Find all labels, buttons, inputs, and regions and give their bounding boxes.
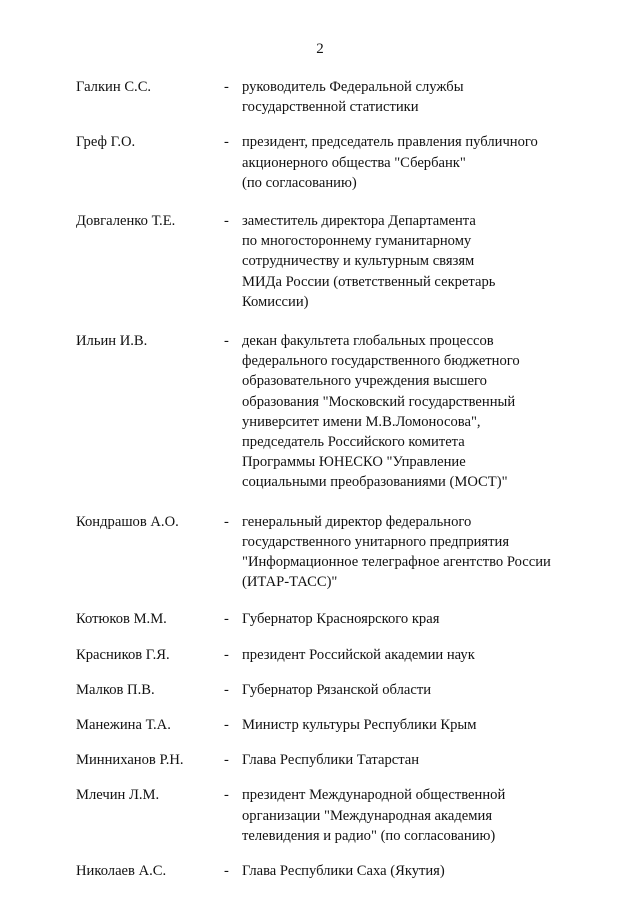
- member-name: Николаев А.С.: [76, 863, 167, 880]
- member-role: [242, 715, 586, 735]
- role-line: Глава Республики Саха (Якутия): [242, 863, 445, 880]
- member-entry: [76, 331, 586, 493]
- role-line: сотрудничеству и культурным связям: [242, 253, 475, 270]
- role-line: МИДа России (ответственный секретарь: [242, 273, 496, 290]
- member-entry: [76, 750, 586, 770]
- role-line: президент Международной общественной: [242, 787, 506, 804]
- member-name: Манежина Т.А.: [76, 717, 171, 734]
- role-line: "Информационное телеграфное агентство России: [242, 554, 551, 571]
- role-line: по многостороннему гуманитарному: [242, 233, 472, 250]
- role-line: Глава Республики Татарстан: [242, 752, 420, 769]
- member-role: [242, 331, 586, 493]
- member-role: [242, 512, 586, 593]
- role-line: социальными преобразованиями (МОСТ)": [242, 474, 508, 491]
- member-name: Ильин И.В.: [76, 333, 148, 350]
- role-line: акционерного общества "Сбербанк": [242, 154, 466, 171]
- member-name: Минниханов Р.Н.: [76, 752, 184, 769]
- member-entry: [76, 680, 586, 700]
- role-line: президент Российской академии наук: [242, 646, 475, 663]
- member-entry: [76, 609, 586, 629]
- page-number: 2: [316, 41, 324, 57]
- member-entry: [76, 861, 586, 881]
- entry-dash: -: [224, 611, 229, 628]
- role-line: организации "Международная академия: [242, 807, 493, 824]
- member-entry: [76, 715, 586, 735]
- member-entry: [76, 211, 586, 312]
- role-line: президент, председатель правления публичного: [242, 134, 538, 151]
- member-list: [76, 77, 586, 881]
- member-entry: [76, 512, 586, 593]
- member-entry: [76, 132, 586, 193]
- member-name: Греф Г.О.: [76, 134, 136, 151]
- member-name: Кондрашов А.О.: [76, 513, 179, 530]
- role-line: (по согласованию): [242, 174, 357, 191]
- member-role: [242, 77, 586, 117]
- member-name: Млечин Л.М.: [76, 787, 160, 804]
- role-line: генеральный директор федерального: [242, 513, 472, 530]
- entry-dash: -: [224, 134, 229, 151]
- entry-dash: -: [224, 79, 229, 95]
- member-name: Малков П.В.: [76, 681, 155, 698]
- member-name: Довгаленко Т.Е.: [76, 213, 176, 230]
- member-name: Галкин С.С.: [76, 79, 152, 95]
- role-line: Губернатор Рязанской области: [242, 681, 432, 698]
- role-line: заместитель директора Департамента: [242, 213, 476, 230]
- member-role: [242, 609, 586, 629]
- member-entry: [76, 785, 586, 846]
- role-line: Губернатор Красноярского края: [242, 611, 440, 628]
- entry-dash: -: [224, 513, 229, 530]
- entry-dash: -: [224, 863, 229, 880]
- member-role: [242, 680, 586, 700]
- entry-dash: -: [224, 717, 229, 734]
- role-line: Министр культуры Республики Крым: [242, 717, 477, 734]
- role-line: государственной статистики: [242, 99, 419, 116]
- role-line: Программы ЮНЕСКО "Управление: [242, 454, 466, 471]
- member-role: [242, 645, 586, 665]
- member-role: [242, 785, 586, 846]
- member-name: Красников Г.Я.: [76, 646, 170, 663]
- entry-dash: -: [224, 787, 229, 804]
- role-line: (ИТАР-ТАСС)": [242, 574, 338, 591]
- entry-dash: -: [224, 681, 229, 698]
- member-entry: [76, 645, 586, 665]
- member-name: Котюков М.М.: [76, 611, 167, 628]
- role-line: государственного унитарного предприятия: [242, 533, 510, 550]
- role-line: федерального государственного бюджетного: [242, 353, 520, 370]
- role-line: телевидения и радио" (по согласованию): [242, 827, 496, 844]
- role-line: Комиссии): [242, 293, 309, 310]
- entry-dash: -: [224, 752, 229, 769]
- member-entry: [76, 77, 586, 117]
- member-role: [242, 211, 586, 312]
- entry-dash: -: [224, 213, 229, 230]
- entry-dash: -: [224, 646, 229, 663]
- entry-dash: -: [224, 333, 229, 350]
- member-role: [242, 861, 586, 881]
- role-line: декан факультета глобальных процессов: [242, 333, 494, 350]
- role-line: университет имени М.В.Ломоносова",: [242, 413, 481, 430]
- role-line: образовательного учреждения высшего: [242, 373, 487, 390]
- role-line: образования "Московский государственный: [242, 393, 516, 410]
- member-role: [242, 132, 586, 193]
- role-line: руководитель Федеральной службы: [242, 79, 464, 95]
- role-line: председатель Российского комитета: [242, 434, 465, 451]
- member-role: [242, 750, 586, 770]
